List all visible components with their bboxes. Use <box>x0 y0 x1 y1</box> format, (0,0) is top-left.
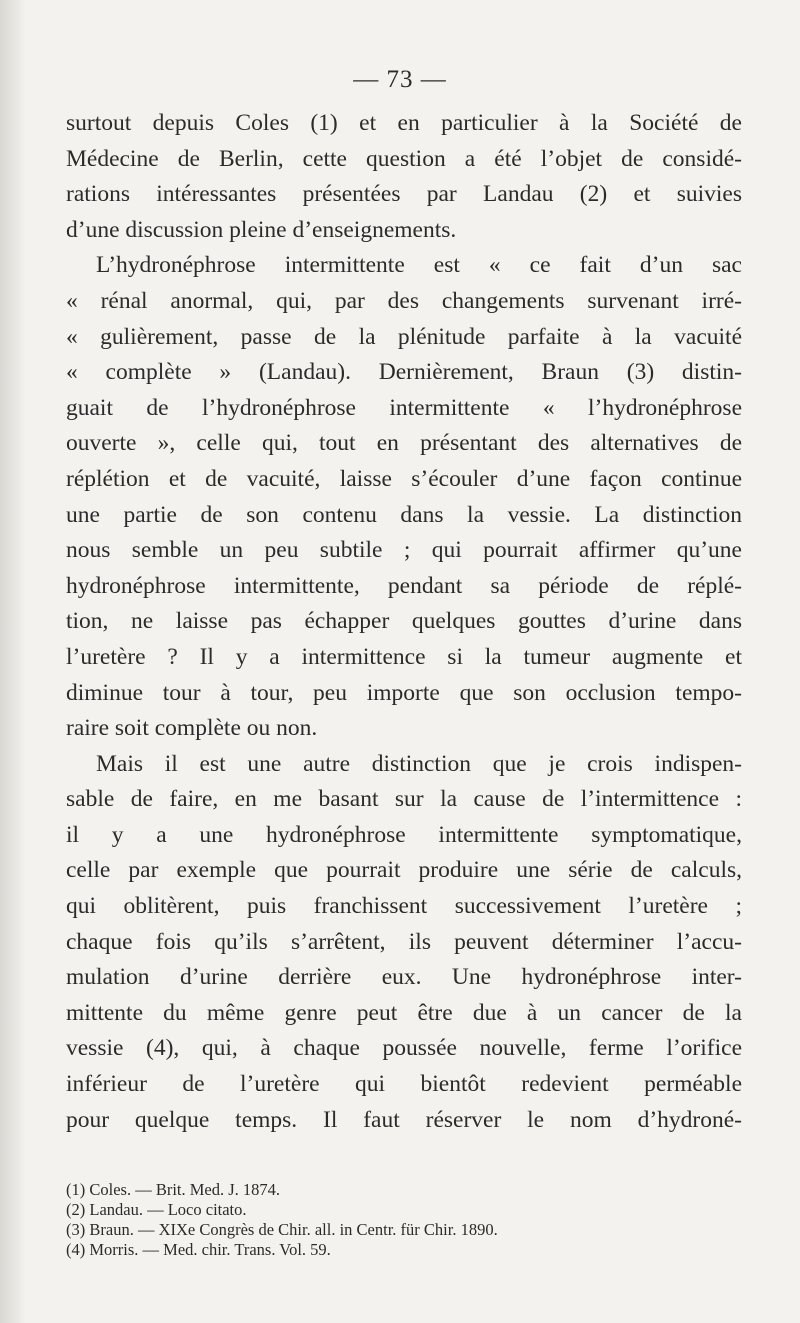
text-line: tion, ne laisse pas échapper quelques gouttes d’urine dans <box>66 608 742 635</box>
footnote: (2) Landau. — Loco citato. <box>66 1200 247 1219</box>
footnote: (3) Braun. — XIXe Congrès de Chir. all. in Centr. für Chir. 1890. <box>66 1220 498 1239</box>
text-line: « gulièrement, passe de la plénitude parfaite à la vacuité <box>66 323 742 350</box>
text-line: guait de l’hydronéphrose intermittente « l’hydronéphrose <box>66 394 742 421</box>
text-line: sable de faire, en me basant sur la cause de l’intermittence : <box>66 786 742 813</box>
text-line: mulation d’urine derrière eux. Une hydronéphrose inter- <box>66 964 742 991</box>
text-line: l’uretère ? Il y a intermittence si la tumeur augmente et <box>66 643 742 670</box>
text-line: inférieur de l’uretère qui bientôt redevient perméable <box>66 1071 742 1098</box>
body-text <box>66 106 742 1138</box>
text-line: rations intéressantes présentées par Landau (2) et suivies <box>66 181 742 208</box>
text-line: nous semble un peu subtile ; qui pourrait affirmer qu’une <box>66 537 742 564</box>
text-line: qui oblitèrent, puis franchissent successivement l’uretère ; <box>66 893 742 920</box>
text-line: Médecine de Berlin, cette question a été l’objet de considé- <box>66 145 742 172</box>
page-number: — 73 — <box>353 66 447 93</box>
text-line: « complète » (Landau). Dernièrement, Braun (3) distin- <box>66 359 742 386</box>
page-edge-shadow <box>0 0 26 1323</box>
text-line: diminue tour à tour, peu importe que son occlusion tempo- <box>66 679 742 706</box>
text-line: vessie (4), qui, à chaque poussée nouvelle, ferme l’orifice <box>66 1035 742 1062</box>
text-line: il y a une hydronéphrose intermittente symptomatique, <box>66 821 742 848</box>
text-line: chaque fois qu’ils s’arrêtent, ils peuvent déterminer l’accu- <box>66 928 742 955</box>
text-line: une partie de son contenu dans la vessie. La distinction <box>66 501 742 528</box>
text-line: réplétion et de vacuité, laisse s’écouler d’une façon continue <box>66 465 742 492</box>
text-line: L’hydronéphrose intermittente est « ce fait d’un sac <box>96 252 742 279</box>
text-line: pour quelque temps. Il faut réserver le nom d’hydroné- <box>66 1106 742 1133</box>
text-line: mittente du même genre peut être due à un cancer de la <box>66 999 742 1026</box>
text-line: « rénal anormal, qui, par des changements survenant irré- <box>66 287 742 314</box>
footnote: (1) Coles. — Brit. Med. J. 1874. <box>66 1180 281 1199</box>
text-line: raire soit complète ou non. <box>66 715 318 742</box>
text-line: surtout depuis Coles (1) et en particulier à la Société de <box>66 110 742 136</box>
footnotes <box>66 1180 742 1260</box>
text-line: ouverte », celle qui, tout en présentant des alternatives de <box>66 430 742 457</box>
footnote: (4) Morris. — Med. chir. Trans. Vol. 59. <box>66 1240 331 1259</box>
text-line: Mais il est une autre distinction que je crois indispen- <box>96 750 742 777</box>
text-line: d’une discussion pleine d’enseignements. <box>66 216 457 243</box>
text-line: hydronéphrose intermittente, pendant sa période de réplé- <box>66 572 742 599</box>
text-line: celle par exemple que pourrait produire une série de calculs, <box>66 857 742 884</box>
